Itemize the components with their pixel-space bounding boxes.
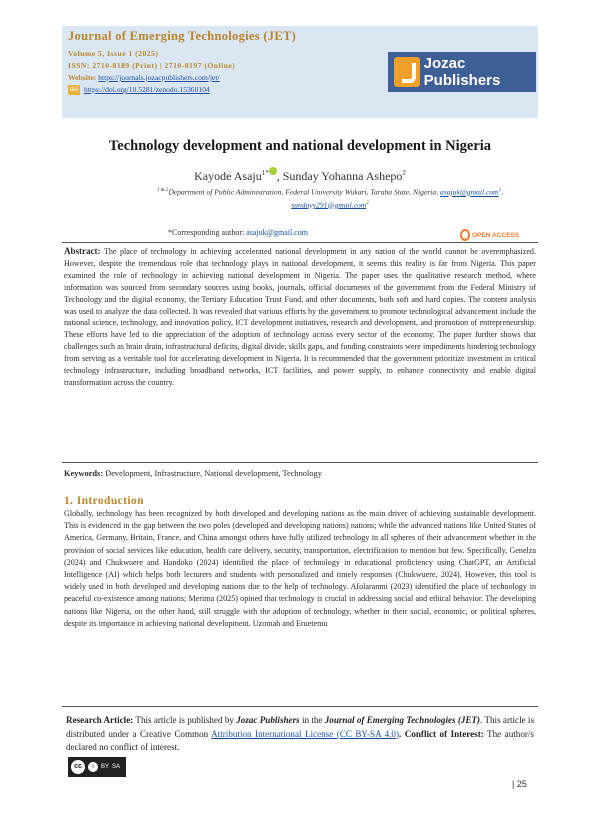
- author-1: Kayode Asaju: [194, 169, 262, 183]
- corresponding-author: [168, 228, 308, 237]
- abstract-top-rule: [62, 242, 538, 243]
- abstract-text: The place of technology in achieving accelerated national development in any nation of the world cannot be overemphasized. However, despite the tremendous role that technology plays in national development, it seems this reality is far from Nigeria. This paper examined the role of technology in achieving national development in Nigeria. The paper uses the qualitative research method, where information was sourced from secondary sources using books, journals, official documents of the government from the Federal Ministry of Technology and the digital economy, the Tertiary Education Trust Fund, and other documents, both soft and hard copies. The content analysis was used to analyze the data collected. It was revealed that various efforts by the government to promote technological advancement include the national science, technology, and innovation policy, ICT development initiatives, research and development, and promotion of entrepreneurship. These efforts have led to the appreciation of the adoption of technology across every sector of the economy. The paper further shows that challenges such as brain drain, infrastructural deficits, digital divide, skills gaps, and funding constraints were impediments hindering technology from serving as a veritable tool for accelerating development in Nigeria. It is recommended that the government prioritize investment in critical technology infrastructure, including broadband networks, ICT facilities, and power supply, to enhance connectivity and enable digital transformation across the country.: [64, 247, 536, 387]
- page-number: | 25: [512, 779, 527, 789]
- publisher-name: Jozac Publishers: [423, 55, 501, 89]
- in-text: in the: [299, 715, 325, 725]
- abstract: [64, 246, 536, 389]
- journal-title: Journal of Emerging Technologies (JET): [68, 29, 297, 43]
- introduction-heading: 1. Introduction: [64, 495, 144, 507]
- email-1-sup: 1: [498, 188, 502, 193]
- cc-sa-label: SA: [112, 764, 121, 770]
- email-2-sup: 2: [366, 200, 369, 206]
- author-1-sup: 1*: [261, 169, 269, 177]
- author-2-sup: 2: [402, 169, 406, 177]
- coi-label: . Conflict of Interest:: [399, 728, 484, 739]
- research-text: This article is published by: [133, 715, 237, 725]
- cc-by-label: BY: [101, 764, 110, 770]
- doi-icon: doi: [69, 87, 78, 93]
- open-access-badge: [460, 229, 519, 241]
- article-footer-note: [66, 714, 534, 755]
- orcid-icon[interactable]: [269, 167, 277, 175]
- issn: ISSN: 2710-0189 (Print) | 2710-0197 (Online): [68, 61, 236, 70]
- license-text: . This article is distributed under a Creative Common: [66, 715, 534, 739]
- journal-header-text: [68, 29, 388, 96]
- volume-issue: Volume 5, Issue 1 (2025): [68, 49, 159, 58]
- footer-rule: [62, 706, 538, 707]
- author-email-1[interactable]: asajuk@gmail.com: [440, 187, 499, 197]
- keywords-label: Keywords:: [64, 469, 104, 478]
- corresponding-email[interactable]: asajuk@gmail.com: [246, 228, 309, 237]
- website-label: Website:: [68, 73, 97, 82]
- affiliation: $^{1 \& 2}$Department of Public Administration, Federal University Wukari, Taraba State, Nigeria, asajuk@gmail.com$^1$, sundayy291@gmail.com$^2$: [156, 187, 504, 210]
- keywords-text: Development, Infrastructure, National development, Technology: [103, 469, 322, 478]
- website-line: [68, 72, 388, 84]
- license-link[interactable]: Attribution International License (CC BY-SA 4.0): [211, 728, 399, 739]
- abstract-bottom-rule: [62, 462, 538, 463]
- website-link[interactable]: https://journals.jozacpublishers.com/jet/: [98, 73, 220, 82]
- open-access-lock-icon: [460, 229, 470, 241]
- open-access-label: OPEN ACCESS: [472, 231, 520, 239]
- corresponding-label: *Corresponding author:: [168, 228, 247, 237]
- abstract-label: Abstract:: [64, 246, 101, 256]
- article-title: Technology development and national development in Nigeria: [108, 138, 492, 154]
- affiliation-text: Department of Public Administration, Federal University Wukari, Taraba State, Nigeria,: [168, 187, 440, 197]
- author-email-2[interactable]: sundayy291@gmail.com: [291, 200, 367, 210]
- affiliation-sup: 1 & 2: [156, 188, 169, 193]
- publisher-logo-icon: [394, 57, 420, 87]
- author-2: , Sunday Yohanna Ashepo: [276, 169, 403, 183]
- by-icon: i: [88, 762, 98, 772]
- doi-link[interactable]: https://doi.org/10.5281/zenodo.15360104: [84, 85, 210, 94]
- authors-line: [62, 167, 538, 184]
- coi-text: The author/s declared no conflict of interest.: [66, 728, 534, 753]
- publisher-italic: Jozac Publishers: [236, 715, 300, 725]
- introduction-text: Globally, technology has been recognized by both developed and developing nations as the main driver of achieving sustainable development. This is evidenced in the gap between the two poles (developed and developing nations) nations; while the advanced nations like United States of America, Germany, Britain, France, and China amongst others have fully utilized technology in all spheres of their advancement whether in the provision of social services like education, health care delivery, security, transportation, electrification to mention but few. Specifically, Genelza (2024) and Chukwuere and Handoko (2024) identified the place of technology in educational proficiency using ChatGPT, an Artificial Intelligence (AI) which helps both lecturers and students with personalized and timely responses (Chukwuere, 2024). However, this tool is widely used in both developed and developing nations due to the help of technology. Afolaranmi (2023) identified the place of technology in peaceful co-existence among nations; Merima (2025) opined that technology is crucial in addressing social and ethical behavior. The developing nations like Nigeria, on the other hand, still struggle with the adoption of technology, whether in their social, economic, or political spheres, despite its importance in achieving national development. Uzomah and Eruetemu: [64, 509, 536, 628]
- publisher-logo: [388, 52, 536, 92]
- research-article-label: Research Article:: [66, 715, 134, 725]
- cc-icon: cc: [71, 760, 85, 774]
- doi-line: [68, 84, 388, 96]
- journal-italic: Journal of Emerging Technologies (JET): [324, 715, 481, 725]
- cc-by-sa-badge[interactable]: [68, 757, 126, 777]
- keywords: [64, 469, 536, 478]
